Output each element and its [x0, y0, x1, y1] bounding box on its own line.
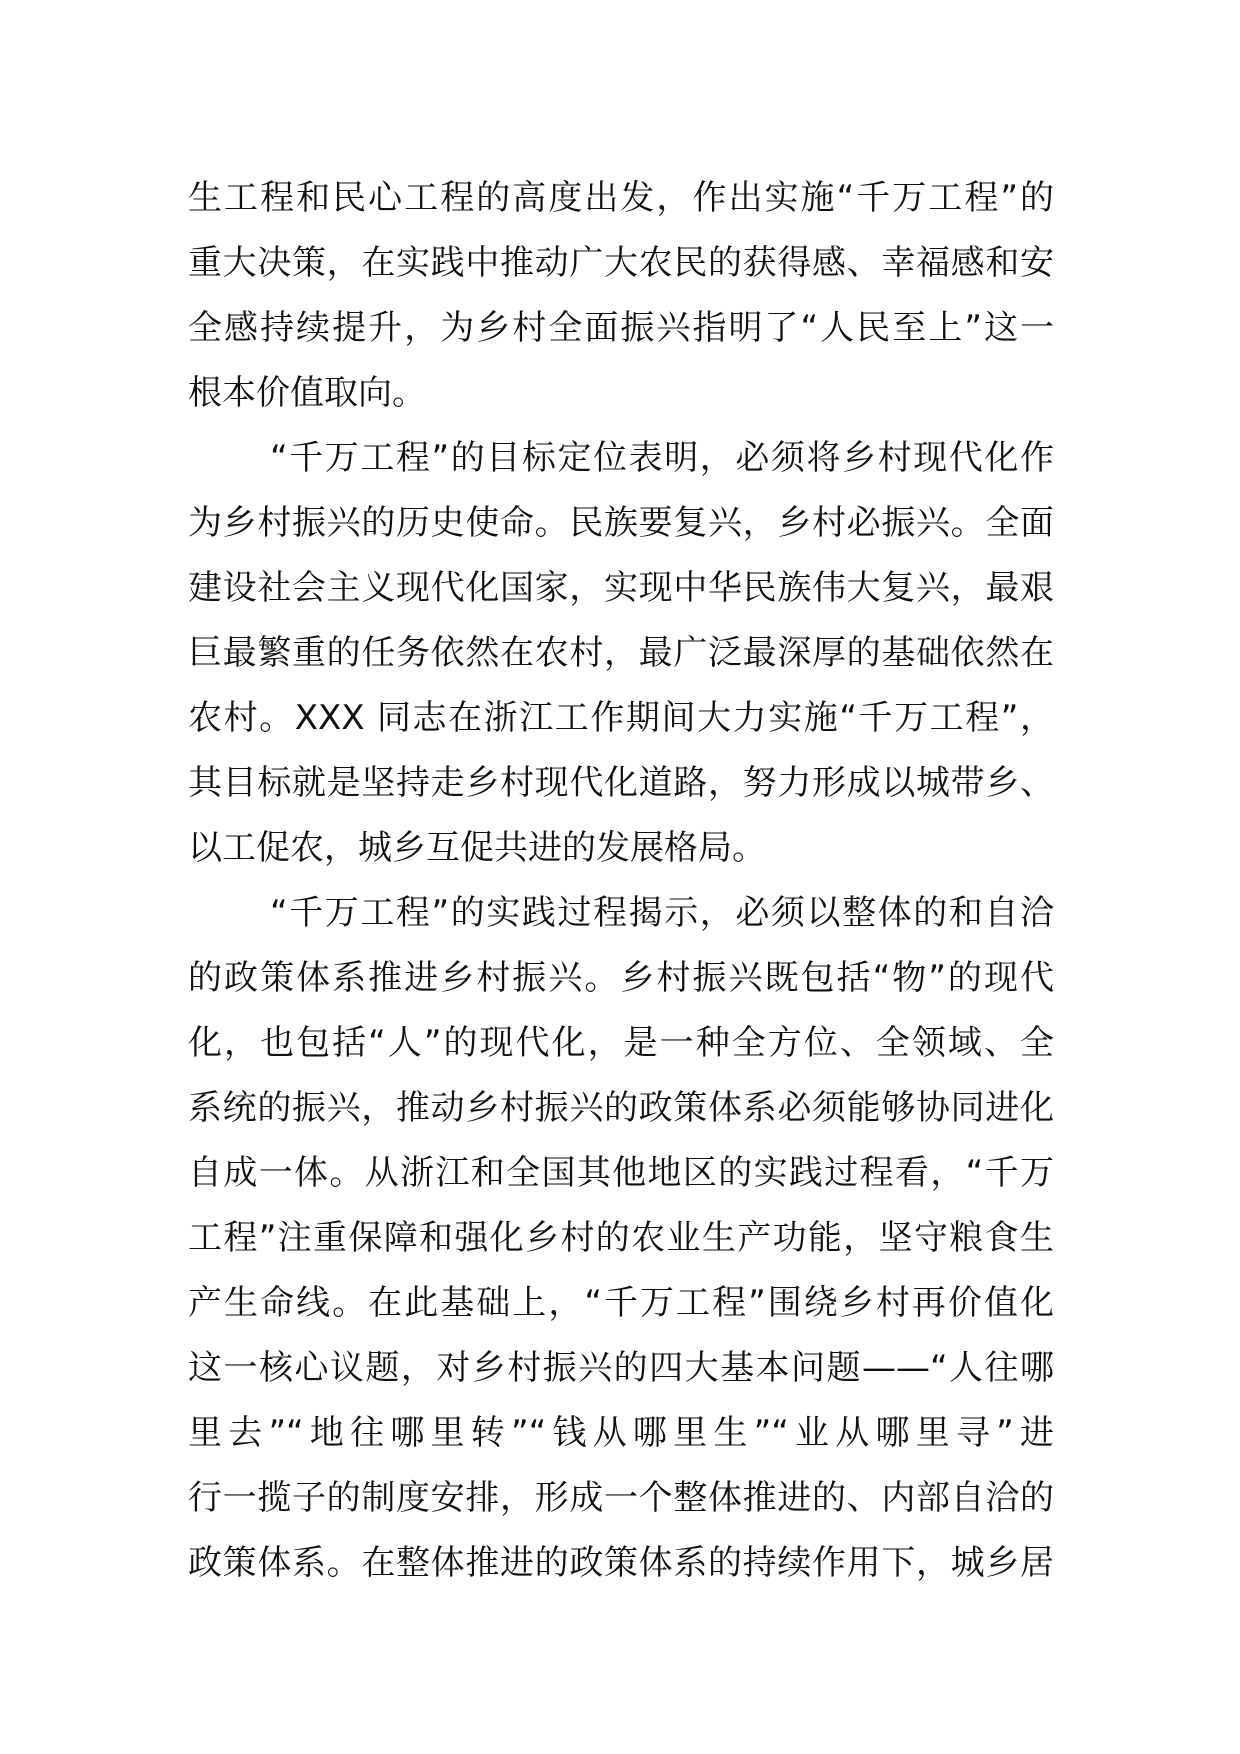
text-line: 自成一体。从浙江和全国其他地区的实践过程看，“千万	[188, 1153, 1054, 1193]
text-line: 这一核心议题，对乡村振兴的四大基本问题——“人往哪	[188, 1348, 1054, 1388]
text-line: 工程”注重保障和强化乡村的农业生产功能，坚守粮食生	[188, 1218, 1054, 1258]
text-line: 生工程和民心工程的高度出发，作出实施“千万工程”的	[188, 178, 1054, 218]
text-line: 全感持续提升，为乡村全面振兴指明了“人民至上”这一	[188, 308, 1054, 348]
text-line: 行一揽子的制度安排，形成一个整体推进的、内部自洽的	[188, 1478, 1054, 1518]
text-line: “千万工程”的目标定位表明，必须将乡村现代化作	[270, 438, 1054, 478]
document-body	[188, 166, 1054, 1596]
text-line: 里去”“地往哪里转”“钱从哪里生”“业从哪里寻”进	[188, 1413, 1054, 1453]
text-line: 政策体系。在整体推进的政策体系的持续作用下，城乡居	[188, 1543, 1054, 1583]
text-line: 建设社会主义现代化国家，实现中华民族伟大复兴，最艰	[188, 568, 1054, 608]
text-line: 巨最繁重的任务依然在农村，最广泛最深厚的基础依然在	[188, 633, 1054, 673]
text-line: 以工促农，城乡互促共进的发展格局。	[188, 828, 766, 868]
text-line: 为乡村振兴的历史使命。民族要复兴，乡村必振兴。全面	[188, 503, 1054, 543]
text-line: 农村。XXX 同志在浙江工作期间大力实施“千万工程”，	[188, 698, 1054, 738]
text-line: 根本价值取向。	[188, 373, 426, 413]
text-line: 化，也包括“人”的现代化，是一种全方位、全领域、全	[188, 1023, 1054, 1063]
text-line: 重大决策，在实践中推动广大农民的获得感、幸福感和安	[188, 243, 1054, 283]
text-line: 其目标就是坚持走乡村现代化道路，努力形成以城带乡、	[188, 763, 1054, 803]
text-line: 系统的振兴，推动乡村振兴的政策体系必须能够协同进化	[188, 1088, 1054, 1128]
text-line: 产生命线。在此基础上，“千万工程”围绕乡村再价值化	[188, 1283, 1054, 1323]
text-line: “千万工程”的实践过程揭示，必须以整体的和自洽	[270, 893, 1054, 933]
text-line: 的政策体系推进乡村振兴。乡村振兴既包括“物”的现代	[188, 958, 1054, 998]
